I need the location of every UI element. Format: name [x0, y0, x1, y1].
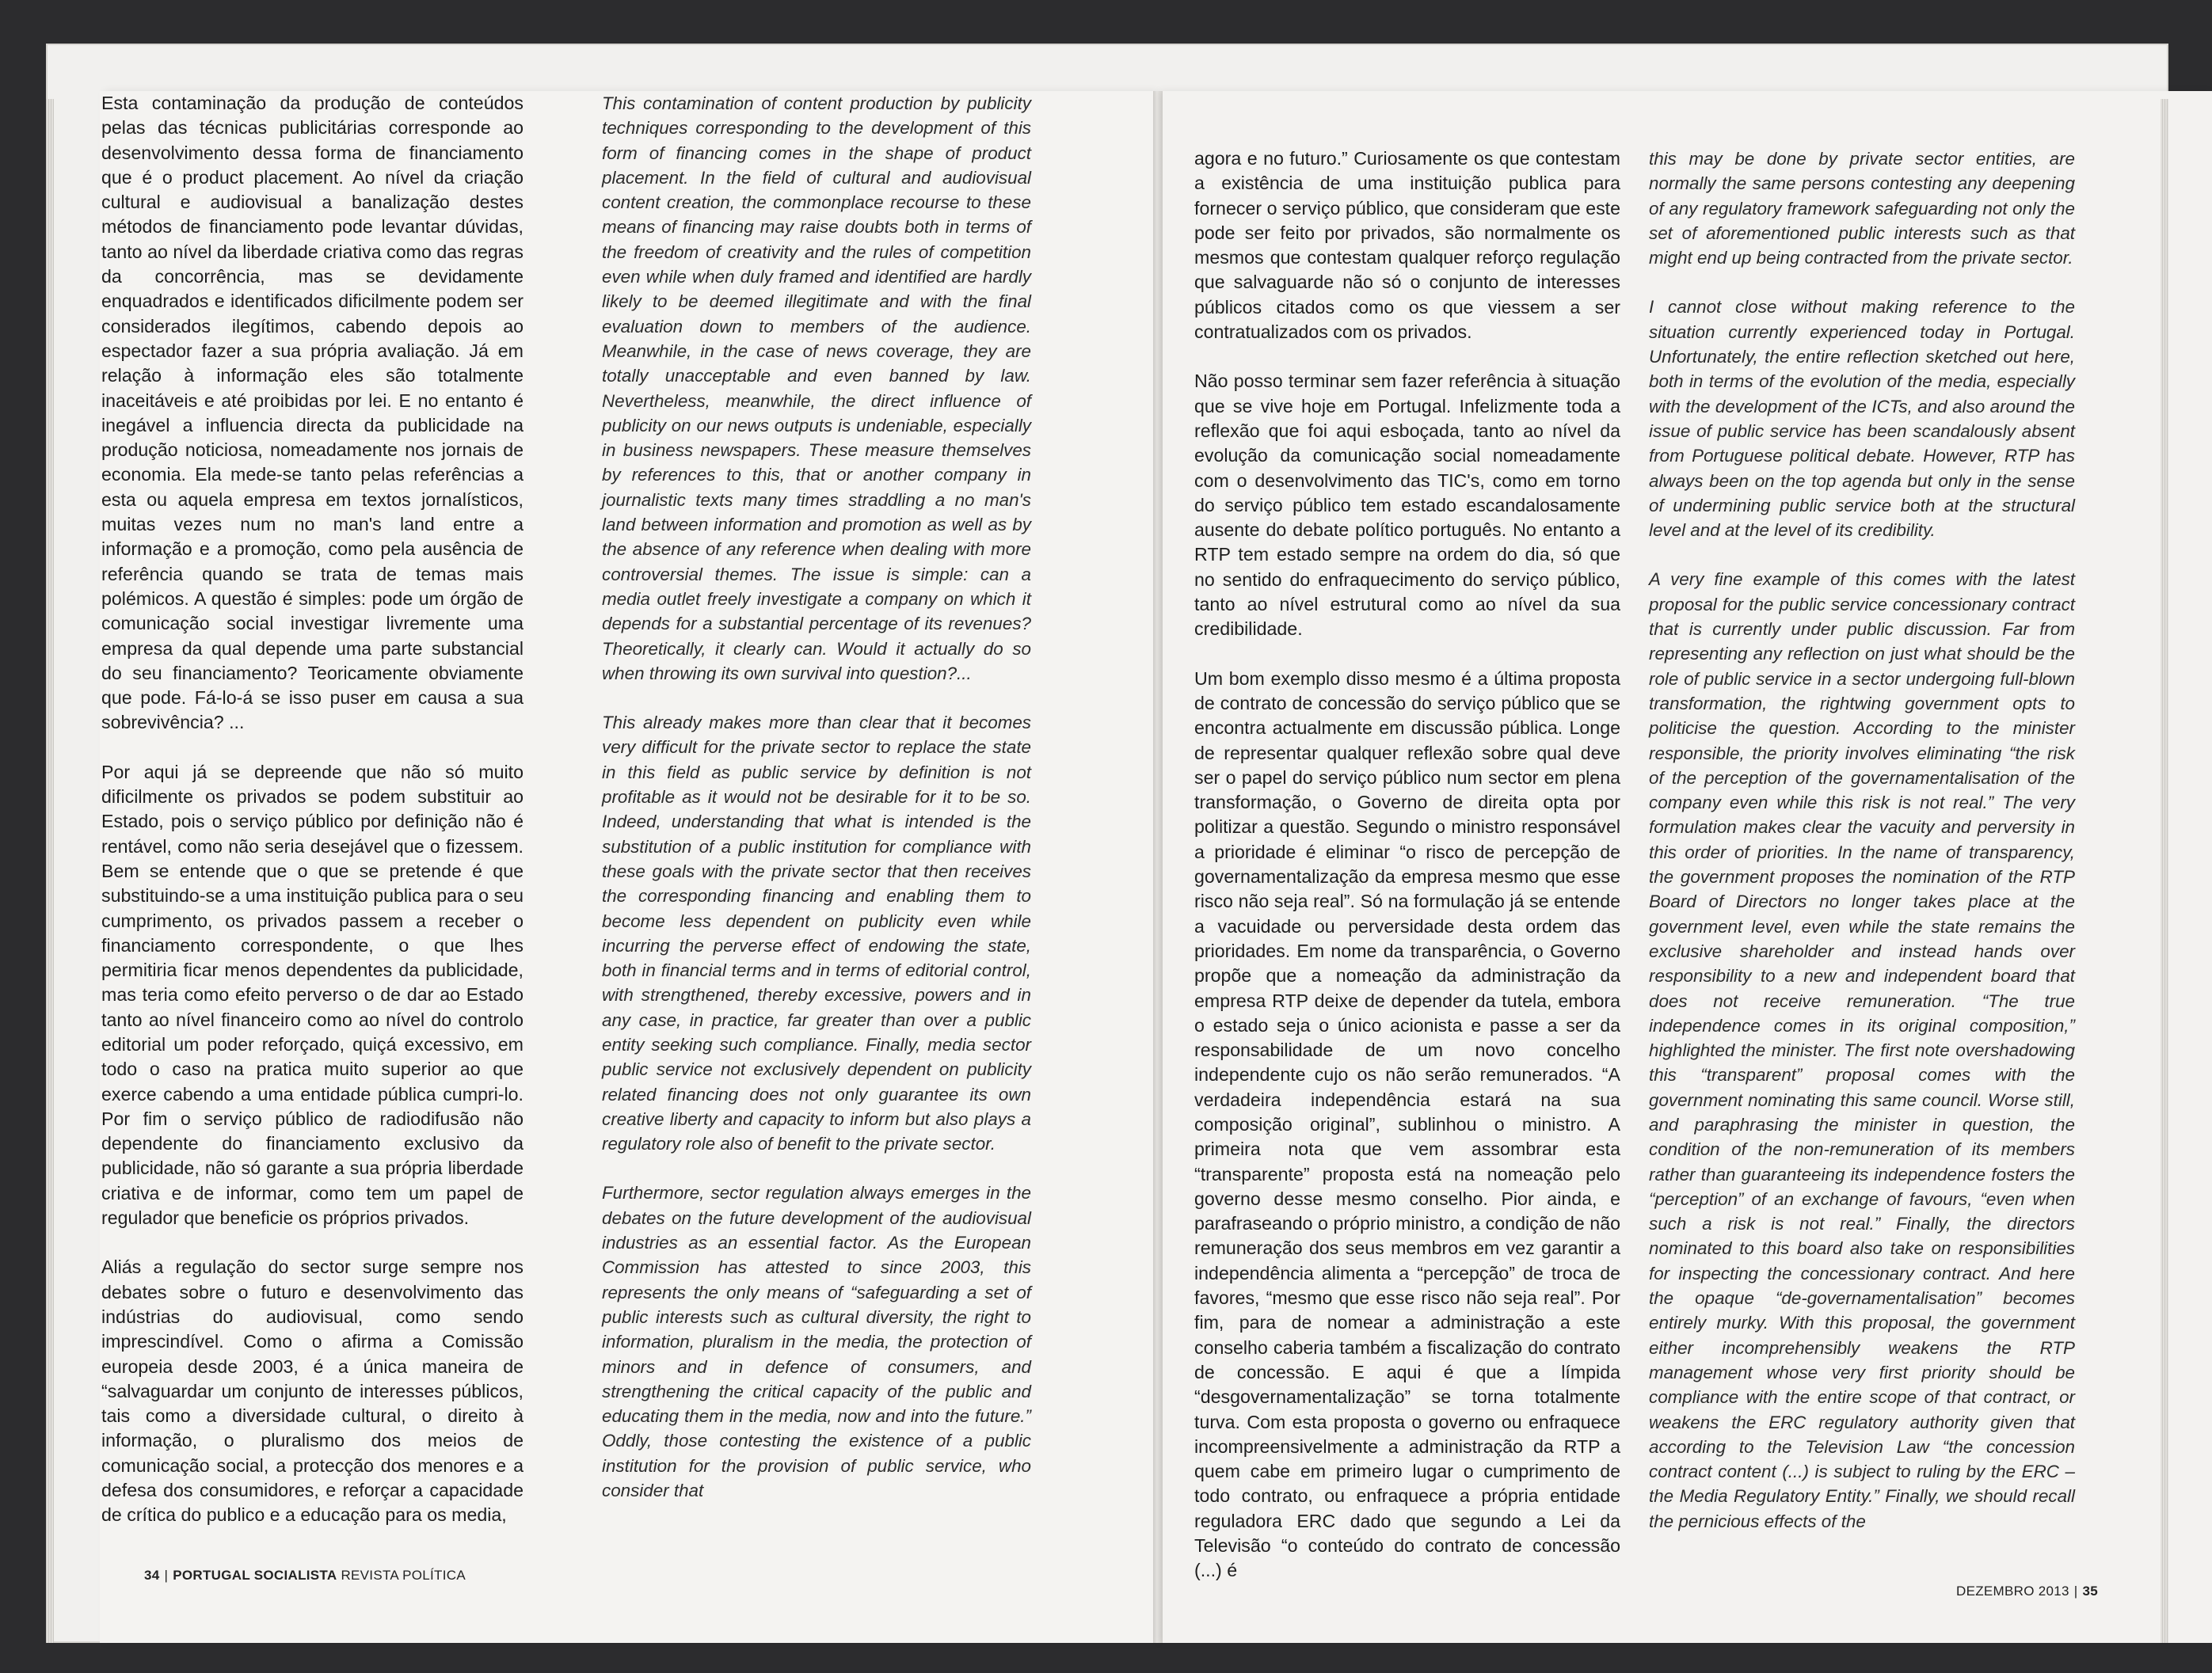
page-number-right: 35 — [2082, 1584, 2099, 1599]
page-number-left: 34 — [144, 1568, 160, 1583]
paragraph: This already makes more than clear that it becomes very difficult for the private sector to replace the state in this field as public service by definition is not profitable as it would not be desirable for it to be so. Indeed, understanding that what is intended is the substitution of a public institution for compliance with these goals with the private sector that then receives the corresponding financing and enabling them to become less dependent on publicity even while incurring the perverse effect of endowing the state, both in financial terms and in terms of editorial control, with strengthened, thereby excessive, powers and in any case, in practice, far greater than over a public entity seeking such compliance. Finally, media sector public service not exclusively dependent on publicity related financing does not only guarantee its own creative liberty and capacity to inform but also plays a regulatory role also of benefit to the private sector. — [602, 713, 1031, 1154]
paragraph: Por aqui já se depreende que não só muito dificilmente os privados se podem substituir ao Estado, pois o serviço público por definição não é rentável, como não seria desejável que o fizessem. Bem se entende que o que se pretende é que substituindo-se a uma instituição publica para o seu cumprimento, os privados passem a receber o financiamento correspondente, o que lhes permitiria ficar menos dependentes da publicidade, mas teria como efeito perverso o de dar ao Estado tanto ao nível financeiro como ao nível do controlo editorial um poder reforçado, quiçá excessivo, em todo o caso na pratica muito superior ao que exerce cabendo a uma entidade pública cumpri-lo. Por fim o serviço público de radiodifusão não dependente do financiamento exclusivo da publicidade, não só garante a sua própria liberdade criativa e de informar, como tem um papel de regulador que beneficie os próprios privados. — [101, 761, 523, 1229]
paragraph: Aliás a regulação do sector surge sempre nos debates sobre o futuro e desenvolvimento das indústrias do audiovisual, como sendo imprescindível. Como o afirma a Comissão europeia desde 2003, é a única maneira de “salvaguardar um conjunto de interesses públicos, tais como a diversidade cultural, o direito à informação, o pluralismo dos meios de comunicação social, a protecção dos menores e a defesa dos consumidores, e reforçar a capacidade de crítica do publico e a educação para os media, — [101, 1257, 523, 1526]
page-edge-left — [46, 99, 54, 1643]
column-english-right — [1649, 146, 2075, 1558]
paragraph: agora e no futuro.” Curiosamente os que contestam a existência de uma instituição publica para fornecer o serviço público, que consideram que este pode ser feito por privados, são normalmente os mesmos que contestam qualquer reforço regulação que salvaguarde não só o conjunto de interesses públicos citados como os que viessem a ser contratualizados com os privados. — [1194, 148, 1620, 343]
issue-date: DEZEMBRO 2013 — [1956, 1584, 2069, 1599]
spine-gutter — [1153, 91, 1163, 1643]
section-name: REVISTA POLÍTICA — [341, 1568, 466, 1583]
column-english-left — [602, 91, 1031, 1527]
paragraph: Um bom exemplo disso mesmo é a última proposta de contrato de concessão do serviço público que se encontra actualmente em discussão pública. Longe de representar qualquer reflexão sobre qual deve ser o papel do serviço público num sector em plena transformação, o Governo de direita opta por politizar a questão. Segundo o ministro responsável a prioridade é eliminar “o risco de percepção de governamentalização da empresa mesmo que esse risco não seja real”. Só na formulação já se entende a vacuidade ou perversidade desta ordem das prioridades. Em nome da transparência, o Governo propõe que a nomeação da administração da empresa RTP deixe de depender da tutela, embora o estado seja o único acionista e passe a ser da responsabilidade de um novo concelho independente cujo os não serão remunerados. “A verdadeira independência estará na sua composição original”, sublinhou o ministro. A primeira nota que vem assombrar esta “transparente” proposta está na nomeação pelo governo desse mesmo conselho. Pior ainda, e parafraseando o próprio ministro, a condição de não remuneração dos seus membros em vez garantir a independência alimenta a “percepção” de troca de favores, “mesmo que esse risco não seja real”. Por fim, para de nomear a administração a este conselho caberia também a fiscalização do contrato de concessão. E aqui é que a límpida “desgovernamentalização” se torna totalmente turva. Com esta proposta o governo ou enfraquece incompreensivelmente a administração da RTP a quem cabe em primeiro lugar o cumprimento de todo contrato, ou enfraquece a própria entidade reguladora ERC dado que segundo a Lei da Televisão “o conteúdo do contrato de concessão (...) é — [1194, 667, 1620, 1581]
column-portuguese-right — [1194, 146, 1620, 1608]
footer-right: DEZEMBRO 2013 | 35 — [1956, 1584, 2099, 1599]
publication-name: PORTUGAL SOCIALISTA — [173, 1568, 337, 1583]
paragraph: A very fine example of this comes with the latest proposal for the public service concessionary contract that is currently under public discussion. Far from representing any reflection on just what should be the role of public service in a sector undergoing full-blown transformation, the rightwing government opts to politicise the question. According to the minister responsible, the priority involves eliminating “the risk of the perception of the governamentalisation of the company even while this risk is not real.” The very formulation makes clear the vacuity and perversity in this order of priorities. In the name of transparency, the government proposes the nomination of the RTP Board of Directors no longer takes place at the government level, even while the state remains the exclusive shareholder and instead hands over responsibility to a new and independent board that does not receive remuneration. “The true independence comes in its original composition,” highlighted the minister. The first note overshadowing this “transparent” proposal comes with the government nominating this same council. Worse still, and paraphrasing the minister in question, the condition of the non-remuneration of its members rather than guaranteeing its independence fosters the “perception” of an exchange of favours, “even when such a risk is not real.” Finally, the directors nominated to this board also take on responsibilities for inspecting the concessionary contract. And here the opaque “de-governamentalisation” becomes entirely murky. With this proposal, the government either incomprehensibly weakens the RTP management whose very first priority should be compliance with the entire scope of that contract, or weakens the ERC regulatory authority given that according to the Television Law “the concession contract content (...) is subject to ruling by the ERC – the Media Regulatory Entity.” Finally, we should recall the pernicious effects of the — [1649, 569, 2075, 1531]
page-edge-right — [2161, 99, 2168, 1643]
paragraph: this may be done by private sector entities, are normally the same persons contesting any deepening of any regulatory framework safeguarding not only the set of aforementioned public interests such as that might end up being contracted from the private sector. — [1649, 149, 2075, 268]
paragraph: Não posso terminar sem fazer referência à situação que se vive hoje em Portugal. Infelizmente toda a reflexão que foi aqui esboçada, tanto ao nível da evolução da comunicação social nomeadamente com o desenvolvimento das TIC's, como em torno do serviço público tem estado escandalosamente ausente do debate político português. No entanto a RTP tem estado sempre na ordem do dia, só que no sentido do enfraquecimento do serviço público, tanto ao nível estrutural como ao nível da sua credibilidade. — [1194, 371, 1620, 640]
paragraph: Furthermore, sector regulation always emerges in the debates on the future development of the audiovisual industries as an essential factor. As the European Commission has attested to since 2003, this represents the only means of “safeguarding a set of public interests such as cultural diversity, the right to information, pluralism in the media, the protection of minors and in defence of consumers, and strengthening the critical capacity of the public and educating them in the media, now and into the future.” Oddly, those contesting the existence of a public institution for the provision of public service, who consider that — [602, 1183, 1031, 1501]
paragraph: I cannot close without making reference to the situation currently experienced today in Portugal. Unfortunately, the entire reflection sketched out here, both in terms of the evolution of the media, especially with the development of the ICTs, and also around the issue of public service has been scandalously absent from Portuguese political debate. However, RTP has always been on the top agenda but only in the sense of undermining public service both at the structural level and at the level of its credibility. — [1649, 297, 2075, 541]
footer-left: 34 | PORTUGAL SOCIALISTA REVISTA POLÍTICA — [144, 1568, 466, 1583]
paragraph: This contamination of content production by publicity techniques corresponding to the development of this form of financing comes in the shape of product placement. In the field of cultural and audiovisual content creation, the commonplace recourse to these means of financing may raise doubts both in terms of the freedom of creativity and the rules of competition even while when duly framed and identified are hardly likely to be deemed illegitimate and with the final evaluation down to members of the audience. Meanwhile, in the case of news coverage, they are totally unacceptable and even banned by law. Nevertheless, meanwhile, the direct influence of publicity on our news outputs is undeniable, especially in business newspapers. These measure themselves by references to this, that or another company in journalistic texts many times straddling a no man's land between information and promotion as well as by the absence of any reference when dealing with more controversial themes. The issue is simple: can a media outlet freely investigate a company on which it depends for a substantial percentage of its revenues? Theoretically, it clearly can. Would it actually do so when throwing its own survival into question?... — [602, 93, 1031, 683]
paragraph: Esta contaminação da produção de conteúdos pelas das técnicas publicitárias corresponde ao desenvolvimento dessa forma de financiamento que é o product placement. Ao nível da criação cultural e audiovisual a banalização destes métodos de financiamento pode levantar dúvidas, tanto ao nível da liberdade criativa como das regras da concorrência, mas se devidamente enquadrados e identificados dificilmente podem ser considerados ilegítimos, cabendo depois ao espectador fazer a sua própria avaliação. Já em relação à informação eles são totalmente inaceitáveis e até proibidas por lei. E no entanto é inegável a influencia directa da publicidade na produção noticiosa, nomeadamente nos jornais de economia. Ela mede-se tanto pelas referências a esta ou aquela empresa em textos jornalísticos, muitas vezes num no man's land entre a informação e a promoção, como pela ausência de referência quando se trata de temas mais polémicos. A questão é simples: pode um órgão de comunicação social investigar livremente uma empresa da qual depende uma parte substancial do seu financiamento? Teoricamente obviamente que pode. Fá-lo-á se isso puser em causa a sua sobrevivência? ... — [101, 93, 523, 733]
column-portuguese-left — [101, 91, 523, 1553]
